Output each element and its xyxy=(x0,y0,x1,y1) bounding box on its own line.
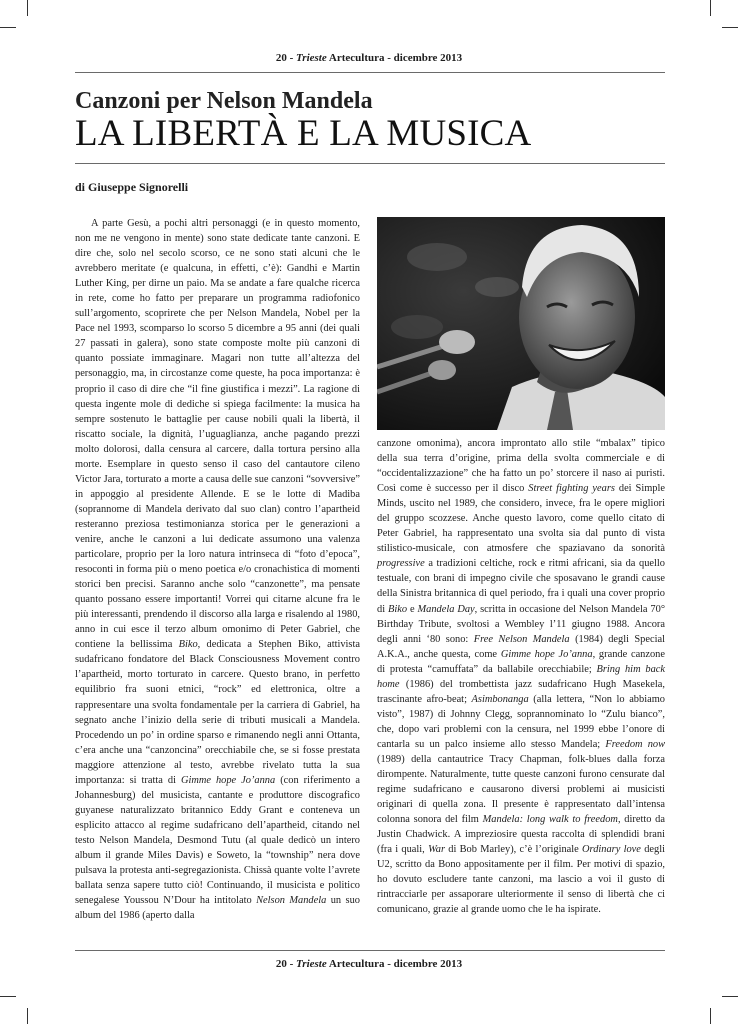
paragraph xyxy=(377,436,665,918)
text-run: degli U2, scritto da Bono appositamente per il film. Per motivi di spazio, ho dovuto escludere tante canzoni, ma lascio a voi il gusto di rintracciarle per assaporare ulteriormente il senso di libertà che ci comunicano, grazie al grande uomo che le ha ispirate. xyxy=(377,844,665,916)
title-rule xyxy=(75,163,665,164)
photo-illustration xyxy=(377,217,665,430)
crop-mark xyxy=(722,996,738,997)
mandela-photo xyxy=(377,217,665,430)
article-column-right xyxy=(377,436,665,918)
footer-journal-italic: Trieste xyxy=(295,958,327,970)
text-run: (1986) del trombettista jazz sudafricano Hugh Masekela, trascinante afro-beat; xyxy=(377,678,665,705)
text-run: , grande canzone di protesta “camuffata” da ballabile orecchiabile; xyxy=(377,648,665,675)
text-run: a tradizioni celtiche, rock e ritmi africani, sia da quello testuale, con brani di impegno civile che sposavano le grandi cause della Sinistra britannica di quel periodo, fra i quali una cover proprio di xyxy=(377,558,665,615)
song-title: Biko xyxy=(178,639,198,651)
song-title: Gimme hope Jo’anna xyxy=(500,648,593,660)
text-run: , dedicata a Stephen Biko, attivista sudafricano fondatore del Black Consciousness Movement contro l’apartheid, morto torturato in carcere. Questo brano, in perfetto equilibrio fra suoni etnici, “rock” ed elettronica, oltre a rappresentare una svolta fondamentale per la carriera di Gabriel, ha segnato anche l’inizio della serie di tributi musicali a Mandela. Procedendo un po’ in ordine sparso e rimanendo negli anni Ottanta, c’era anche una “canzoncina” orecchiabile che, se si fosse prestata maggiore attenzione al testo, avrebbe rivelato tutta la sua importanza: si tratta di xyxy=(75,639,360,786)
song-title: Asimbonanga xyxy=(471,693,529,705)
footer-journal-rest: Artecultura - dicembre 2013 xyxy=(328,958,463,970)
text-run: di Bob Marley), c’è l’originale xyxy=(448,844,579,856)
text-run: dei Simple Minds, uscito nel 1989, che considero, invece, fra le opere migliori del gruppo scozzese. Anche questo lavoro, come quello citato di Peter Gabriel, ha rappresentato una svolta sia dal punto di vista stilistico-musicale, con atmosfere che spaziavano da sonorità xyxy=(377,483,665,555)
crop-mark xyxy=(0,996,16,997)
crop-mark xyxy=(27,1008,28,1024)
article-column-left xyxy=(75,216,360,923)
song-title: Bring him back home xyxy=(377,663,665,690)
header-rule xyxy=(75,72,665,73)
song-title: War xyxy=(428,844,446,856)
text-run: (alla lettera, “Non lo abbiamo visto”, 1987) di Johnny Clegg, soprannominato lo “Zulu bianco”, che, dopo vari problemi con la censura, nel 1999 ebbe l’onore di cantarla su un palco insieme allo stesso Mandela; xyxy=(377,693,665,750)
song-title: Freedom now xyxy=(605,738,666,750)
article-subtitle: Canzoni per Nelson Mandela xyxy=(75,88,373,114)
genre-term: progressive xyxy=(377,558,425,570)
text-run: e xyxy=(409,603,415,615)
text-run: un suo album del 1986 (aperto dalla xyxy=(75,895,360,922)
crop-mark xyxy=(710,1008,711,1024)
song-title: Free Nelson Mandela xyxy=(473,633,570,645)
article-byline: di Giuseppe Signorelli xyxy=(75,180,189,194)
text-run: , scritta in occasione del Nelson Mandela 70° Birthday Tribute, svoltosi a Wembley l’11 giugno 1988. Ancora degli anni ‘80 sono: xyxy=(377,603,665,645)
footer-rule xyxy=(75,950,665,951)
crop-mark xyxy=(27,0,28,16)
crop-mark xyxy=(722,27,738,28)
header-page-number: 20 - xyxy=(275,52,294,64)
header-journal-italic: Trieste xyxy=(295,52,327,64)
crop-mark xyxy=(0,27,16,28)
song-title: Mandela Day xyxy=(417,603,475,615)
album-title: Street fighting years xyxy=(528,483,615,495)
song-title: Ordinary love xyxy=(582,844,641,856)
text-run: canzone omonima), ancora improntato allo stile “mbalax” tipico della sua terra d’origine, prima della svolta commerciale e di “occidentalizzazione” che ha fatto un po’ storcere il naso ai puristi. Così come è successo per il disco xyxy=(377,438,665,495)
paragraph xyxy=(75,216,360,923)
album-title: Nelson Mandela xyxy=(256,895,327,907)
header-journal-rest: Artecultura - dicembre 2013 xyxy=(328,52,463,64)
article-title: LA LIBERTÀ E LA MUSICA xyxy=(75,113,532,154)
text-run: (1984) degli Special A.K.A., anche questa, come xyxy=(377,633,665,660)
page-header xyxy=(0,52,738,64)
page-footer xyxy=(0,958,738,970)
text-run: (con riferimento a Johannesburg) del musicista, cantante e produttore discografico guyanese naturalizzato britannico Eddy Grant e conteneva un esplicito attacco al regime sudafricano dell’apartheid, citando nel testo Nelson Mandela, Desmond Tutu (al quale dedicò un intero album il grande Miles Davis) e Soweto, la “township” nera dove pulsava la protesta anti-segregazionista. Chissà quante volte l’avrete ballata senza sapere tutto ciò! Continuando, il musicista e politico senegalese Youssou N’Dour ha intitolato xyxy=(75,774,360,907)
song-title: Biko xyxy=(388,603,408,615)
crop-mark xyxy=(710,0,711,16)
text-run: (1989) della cantautrice Tracy Chapman, folk-blues dalla forza dirompente. Naturalmente, tutte queste canzoni furono censurate dal regime sudafricano e causarono diversi problemi ai musicisti originari di quella zona. Il presente è rappresentato dall’intensa colonna sonora del film xyxy=(377,753,665,826)
film-title: Mandela: long walk to freedom xyxy=(482,814,618,826)
text-run: , diretto da Justin Chadwick. A impreziosire questa raccolta di splendidi brani (fra i quali, xyxy=(377,814,665,856)
footer-page-number: 20 - xyxy=(275,958,294,970)
text-run: A parte Gesù, a pochi altri personaggi (e in questo momento, non me ne vengono in mente) sono state dedicate tante canzoni. E dire che, solo nel secolo scorso, ce ne sono stati alcuni che le avrebbero meritate (e qualcuna, in effetti, c’è): Gandhi e Martin Luther King, per dirne un paio. Ma se andate a fare qualche ricerca in rete, come ho fatto per preparare un programma radiofonico sull’argomento, scoprirete che per Nelson Mandela, Nobel per la Pace nel 1993, scomparso lo scorso 5 dicembre a 95 anni (dei quali 27 passati in galera), sono state composte molte più canzoni di quanto possiate immaginare. Magari non tutte all’altezza del personaggio, ma, in circostanze come queste, ha poca importanza: è proprio il caso di dire che “il fine giustifica i mezzi”. La ragione di questa ingente mole di dediche si spiega facilmente: la musica ha sempre sostenuto le battaglie per cause nobili quali la libertà, il riscatto sociale, la dignità, l’uguaglianza, anche pagando prezzi molto dolorosi, dalla censura al carcere, dalla tortura persino alla morte. Esemplare in questo senso il caso del cantautore cileno Victor Jara, torturato a morte a causa delle sue canzoni “sovversive” in appoggio al presidente Allende. E se le lotte di Madiba (soprannome di Mandela derivato dal suo clan) contro l’apartheid resteranno preziosa testimonianza storica per le generazioni a venire, anche le canzoni a lui dedicate assumono una valenza particolare, proprio per la loro natura intrinseca di “foto d’epoca”, resoconti in forma più o meno poetica e/o cronachistica di momenti storici ben precisi. Saranno anche solo “canzonette”, ma pensate quanto possano essere importanti! Vorrei qui citarne alcune fra le più interessanti, prendendo il discorso alla larga e risalendo al 1980, anno in cui esce il terzo album omonimo di Peter Gabriel, che contiene la bellissima xyxy=(75,218,360,651)
song-title: Gimme hope Jo’anna xyxy=(180,774,276,786)
